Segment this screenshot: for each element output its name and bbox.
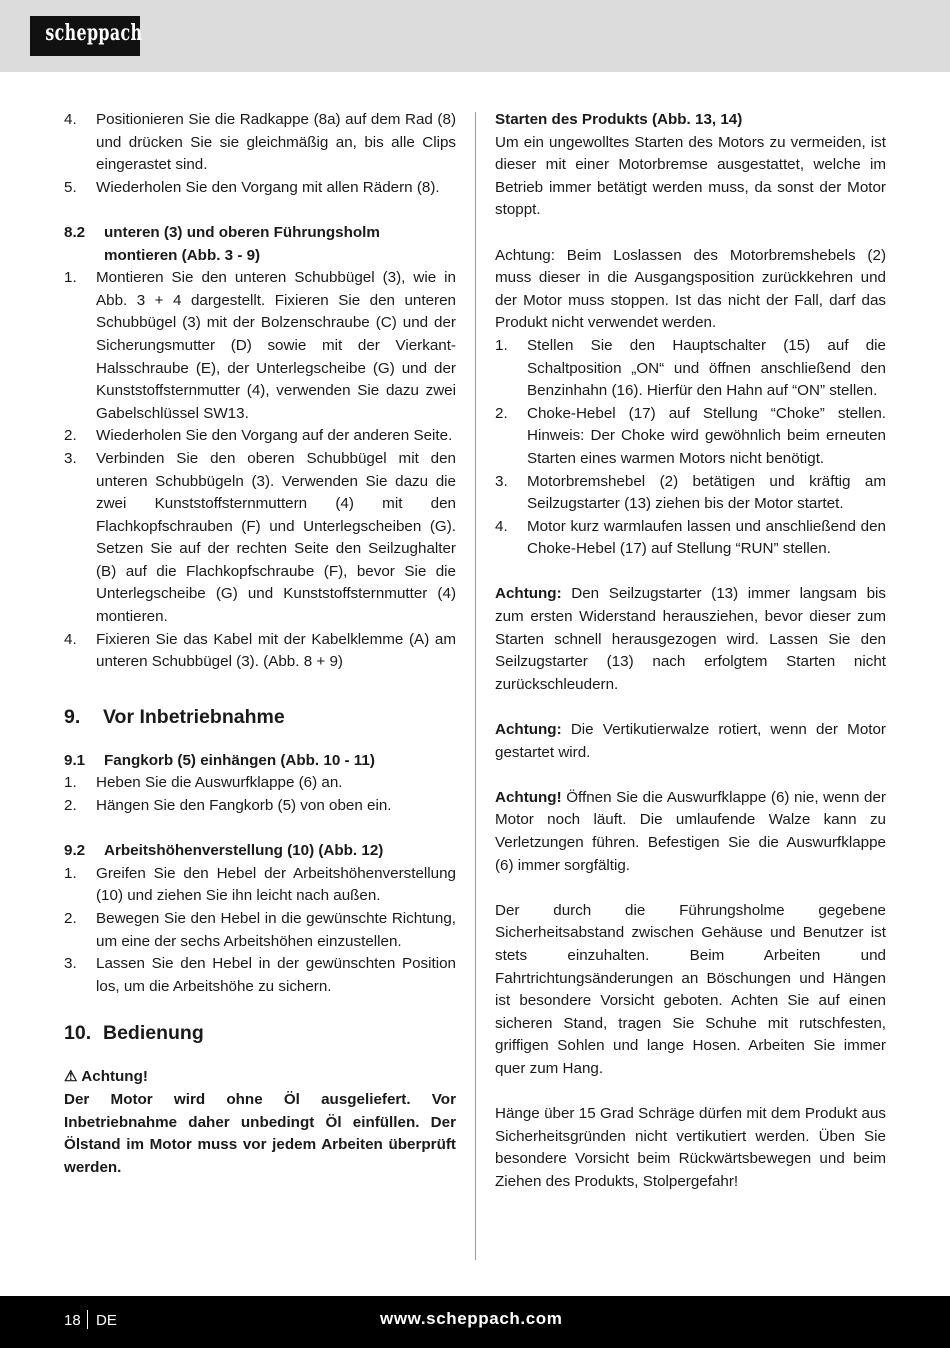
section-number: 10. (64, 1022, 92, 1045)
step-text: Stellen Sie den Hauptschalter (15) auf die Schaltposition „ON“ und öffnen anschließend den Benzinhahn (16). Hierfür den Hahn auf “ON” stellen. (527, 336, 886, 400)
caution-label: Achtung: (495, 721, 562, 739)
step-number: 4. (64, 111, 77, 128)
list-item (64, 109, 456, 177)
section-number: 9.1 (64, 751, 86, 769)
page-footer (0, 1296, 950, 1348)
website-link[interactable]: www.scheppach.com (380, 1309, 563, 1328)
caution-text: Öffnen Sie die Auswurfklappe (6) nie, wenn der Motor noch läuft. Die umlaufende Walze kann zu Verletzungen führen. Befestigen Sie die Auswurfklappe (6) immer sorgfältig. (495, 788, 886, 874)
section-heading-9-2 (64, 840, 456, 863)
list-item (64, 863, 456, 908)
list-item (64, 953, 456, 998)
start-intro: Um ein ungewolltes Starten des Motors zu vermeiden, ist dieser mit einer Motorbremse ausgestattet, welche im Betrieb immer betätigt werden muss, da sonst der Motor stoppt. (495, 133, 886, 219)
step-number: 1. (64, 864, 77, 882)
list-item (495, 471, 886, 516)
caution-label: Achtung! (495, 788, 562, 806)
list-item (64, 795, 456, 818)
step-text: Fixieren Sie das Kabel mit der Kabelklemme (A) am unteren Schubbügel (3). (Abb. 8 + 9) (96, 630, 456, 671)
step-number: 4. (495, 517, 508, 535)
list-item (64, 908, 456, 953)
step-number: 2. (64, 427, 77, 445)
brand-logo (30, 16, 143, 56)
list-item (495, 516, 886, 561)
section-title: Arbeitshöhenverstellung (10) (Abb. 12) (104, 842, 384, 860)
step-number: 1. (64, 774, 77, 792)
step-number: 1. (64, 269, 77, 287)
list-item (495, 335, 886, 403)
step-text: Hängen Sie den Fangkorb (5) von oben ein. (96, 797, 392, 815)
caution-note (495, 787, 886, 877)
step-text: Wiederholen Sie den Vorgang auf der anderen Seite. (96, 427, 453, 445)
section-heading-10 (64, 1020, 456, 1046)
step-number: 3. (64, 955, 77, 973)
caution-note (495, 583, 886, 696)
slope-paragraph: Hänge über 15 Grad Schräge dürfen mit dem Produkt aus Sicherheitsgründen nicht vertikutiert werden. Üben Sie besondere Vorsicht beim Rückwärtsbewegen und beim Ziehen des Produkts, Stolpergefahr! (495, 1105, 886, 1190)
warning-title: Achtung! (81, 1068, 148, 1086)
step-number: 1. (495, 336, 508, 354)
step-text: Positionieren Sie die Radkappe (8a) auf dem Rad (8) und drücken Sie sie gleichmäßig an, bis alle Clips eingerastet sind. (96, 111, 456, 174)
section-number: 9.2 (64, 842, 86, 860)
section-heading-9 (64, 704, 456, 730)
section-title: Bedienung (103, 1022, 204, 1045)
list-item (64, 772, 456, 795)
caution-text: Die Vertikutierwalze rotiert, wenn der Motor gestartet wird. (495, 721, 886, 761)
footer-separator (87, 1310, 88, 1329)
safety-paragraph: Der durch die Führungsholme gegebene Sicherheitsabstand zwischen Gehäuse und Benutzer ist stets einzuhalten. Beim Arbeiten und Fahrtrichtungsänderungen an Böschungen und Hängen ist besondere Vorsicht geboten. Achten Sie auf einen sicheren Stand, tragen Sie Schuhe mit rutschfesten, griffigen Sohlen und lange Hosen. Arbeiten Sie immer quer zum Hang. (495, 901, 886, 1077)
section-heading-8-2 (64, 222, 456, 267)
step-number: 2. (64, 910, 77, 927)
list-item (64, 267, 456, 425)
warning-heading (64, 1066, 456, 1089)
step-text: Montieren Sie den unteren Schubbügel (3), wie in Abb. 3 + 4 dargestellt. Fixieren Sie den unteren Schubbügel (3) mit der Bolzenschraube (C) und der Sicherungsmutter (D) sowie mit der Vierkant-Halsschraube (E), der Unterlegscheibe (G) und der Kunststoffsternmutter (4), verwenden Sie dazu zwei Gabelschlüssel SW13. (96, 269, 456, 422)
step-text: Choke-Hebel (17) auf Stellung “Choke” stellen. Hinweis: Der Choke wird gewöhnlich beim erneuten Starten eines warmen Motors nicht benötigt. (527, 404, 886, 467)
step-text: Motor kurz warmlaufen lassen und anschließend den Choke-Hebel (17) auf Stellung “RUN” stellen. (527, 517, 886, 558)
step-text: Motorbremshebel (2) betätigen und kräftig am Seilzugstarter (13) ziehen bis der Motor startet. (527, 472, 886, 513)
step-number: 3. (495, 472, 508, 490)
column-divider (475, 112, 476, 1260)
caution-label: Achtung: (495, 585, 562, 603)
list-item (64, 448, 456, 629)
step-number: 4. (64, 630, 77, 648)
step-number: 5. (64, 178, 77, 196)
right-column (495, 109, 886, 1194)
caution-note (495, 719, 886, 764)
list-item (495, 403, 886, 471)
start-heading: Starten des Produkts (Abb. 13, 14) (495, 111, 743, 128)
list-item (64, 425, 456, 448)
list-item (64, 177, 456, 200)
page-number: 18 (64, 1312, 81, 1329)
warning-icon: ⚠ (64, 1068, 78, 1086)
warning-text: Der Motor wird ohne Öl ausgeliefert. Vor Inbetriebnahme daher unbedingt Öl einfüllen. Der Ölstand im Motor muss vor jedem Arbeiten überprüft werden. (64, 1090, 456, 1176)
step-text: Lassen Sie den Hebel in der gewünschten Position los, um die Arbeitshöhe zu sichern. (96, 955, 456, 995)
section-number: 9. (64, 705, 81, 728)
step-text: Heben Sie die Auswurfklappe (6) an. (96, 774, 343, 792)
step-text: Bewegen Sie den Hebel in die gewünschte Richtung, um eine der sechs Arbeitshöhen einzustellen. (96, 910, 456, 950)
language-code: DE (96, 1312, 117, 1329)
step-text: Wiederholen Sie den Vorgang mit allen Rädern (8). (96, 178, 440, 196)
section-title: Fangkorb (5) einhängen (Abb. 10 - 11) (104, 751, 375, 769)
section-title: unteren (3) und oberen Führungsholm montieren (Abb. 3 - 9) (104, 223, 380, 264)
section-heading-9-1 (64, 750, 456, 773)
list-item (64, 629, 456, 674)
step-text: Greifen Sie den Hebel der Arbeitshöhenverstellung (10) und ziehen Sie ihn leicht nach außen. (96, 864, 456, 905)
brand-logo-text: scheppach (45, 20, 143, 46)
step-number: 2. (495, 404, 508, 422)
page-header (0, 0, 950, 72)
section-title: Vor Inbetriebnahme (103, 705, 285, 728)
step-number: 2. (64, 797, 77, 815)
step-text: Verbinden Sie den oberen Schubbügel mit den unteren Schubbügeln (3). Verwenden Sie dazu die zwei Kunststoffsternmuttern (4) mit den Flachkopfschrauben (F) und Unterlegscheiben (G). Setzen Sie auf der rechten Seite den Seilzughalter (B) auf die Flachkopfschraube (F), bevor Sie die Unterlegscheibe (G) und Kunststoffsternmutter (4) montieren. (96, 449, 456, 626)
section-number: 8.2 (64, 223, 86, 241)
brake-note: Achtung: Beim Loslassen des Motorbremshebels (2) muss dieser in die Ausgangsposition zurückkehren und der Motor muss stoppen. Ist das nicht der Fall, darf das Produkt nicht verwendet werden. (495, 246, 886, 332)
left-column (64, 109, 456, 1179)
step-number: 3. (64, 449, 77, 467)
caution-text: Den Seilzugstarter (13) immer langsam bis zum ersten Widerstand herausziehen, bevor dieser zum Starten schnell herausgezogen wird. Lassen Sie den Seilzugstarter (13) nach erfolgtem Starten nicht zurückschleudern. (495, 585, 886, 693)
